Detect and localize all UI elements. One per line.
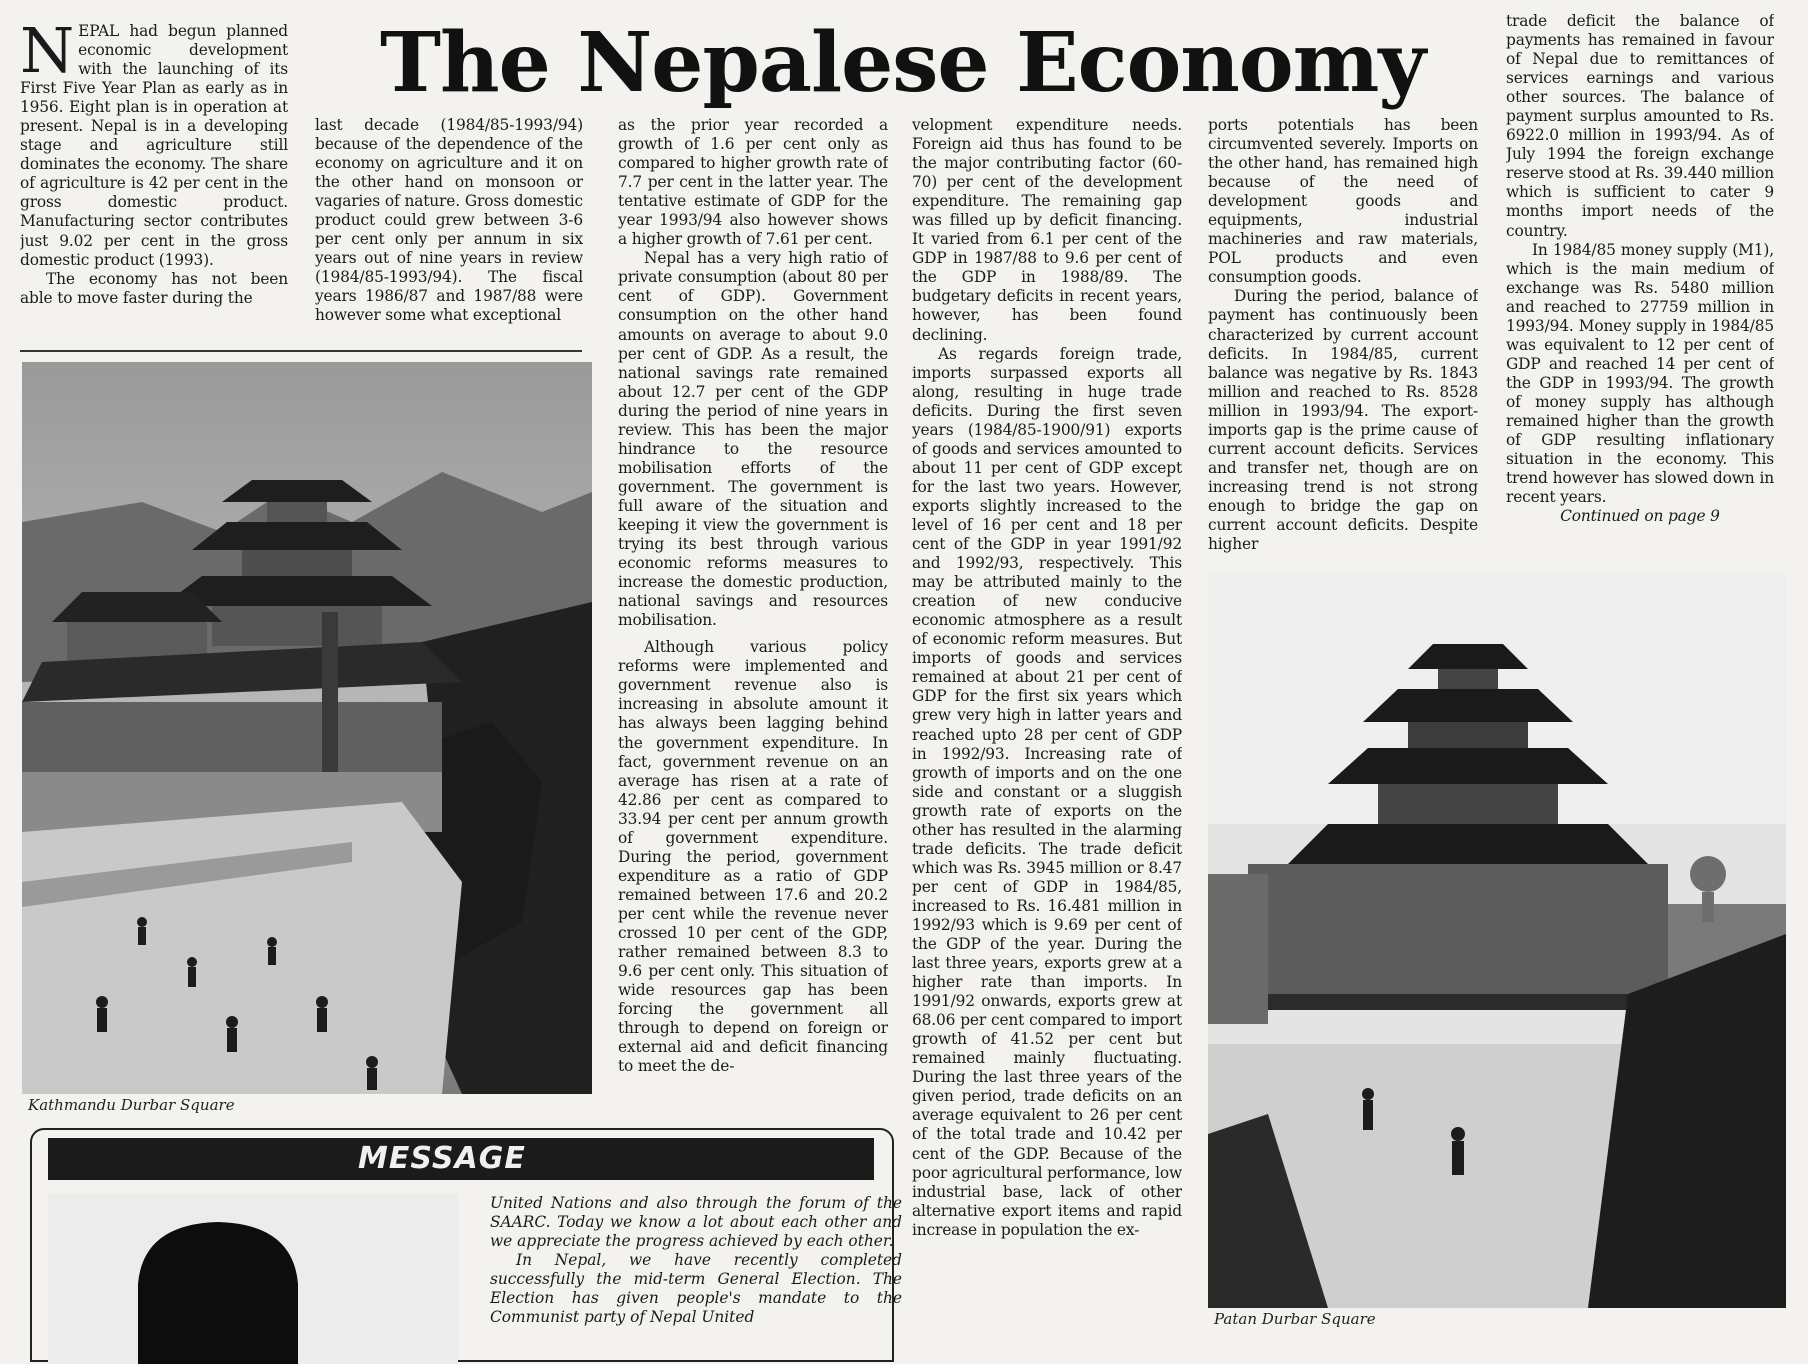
col2-paragraph-1: last decade (1984/85-1993/94) because of the dependence of the economy on agriculture and it on the other hand on monsoon or vagaries of nature. Gross domestic product could grew between 3-6 per cent only per annum in six years out of nine years in review (1984/85-1993/94). The fiscal years 1986/87 and 1987/88 were however some what exceptional	[315, 116, 583, 325]
message-text	[490, 1194, 902, 1327]
portrait-photo	[48, 1194, 458, 1364]
kathmandu-durbar-square-photo	[22, 362, 592, 1094]
article-column-6	[1506, 12, 1774, 552]
divider-line	[20, 350, 582, 352]
col3-paragraph-3: Although various policy reforms were implemented and government revenue also is increasing in absolute amount it has always been lagging behind the government expenditure. In fact, government revenue on an average has risen at a rate of 42.86 per cent as compared to 33.94 per cent per annum growth of government expenditure. During the period, government expenditure as a ratio of GDP remained between 17.6 and 20.2 per cent while the revenue never crossed 10 per cent of the GDP, rather remained between 8.3 to 9.6 per cent only. This situation of wide resources gap has been forcing the government all through to depend on foreign or external aid and deficit financing to meet the de-	[618, 638, 888, 1076]
continued-on-page: Continued on page 9	[1560, 507, 1720, 526]
portrait-graphic	[48, 1194, 458, 1364]
temple-photo-right-graphic	[1208, 574, 1786, 1308]
col5-paragraph-2: During the period, balance of payment has continuously been characterized by current account deficits. In 1984/85, current balance was negative by Rs. 1843 million and reached to Rs. 8528 million in 1993/94. The export-imports gap is the prime cause of current account deficits. Services and transfer net, though are on increasing trend is not strong enough to bridge the gap on current account deficits. Despite higher	[1208, 287, 1478, 554]
headline: The Nepalese Economy	[380, 15, 1425, 111]
drop-cap: N	[20, 22, 75, 87]
message-paragraph-1: United Nations and also through the forum of the SAARC. Today we know a lot about each other and we appreciate the progress achieved by each other.	[490, 1194, 902, 1250]
right-photo-caption: Patan Durbar Square	[1214, 1310, 1376, 1328]
message-title: MESSAGE	[358, 1141, 526, 1176]
article-column-4	[912, 116, 1182, 1336]
col4-paragraph-1: velopment expenditure needs. Foreign aid thus has found to be the major contributing factor (60-70) per cent of the development expenditure. The remaining gap was filled up by deficit financing. It varied from 6.1 per cent of the GDP in 1987/88 to 9.6 per cent of the GDP in 1988/89. The budgetary deficits in recent years, however, has been found declining.	[912, 116, 1182, 344]
col3-paragraph-2: Nepal has a very high ratio of private consumption (about 80 per cent of GDP). Government consumption on the other hand amounts on average to about 9.0 per cent of GDP. As a result, the national savings rate remained about 12.7 per cent of the GDP during the period of nine years in review. This has been the major hindrance to the resource mobilisation efforts of the government. The government is full aware of the situation and keeping it view the government is trying its best through various economic reforms measures to increase the domestic production, national savings and resources mobilisation.	[618, 249, 888, 630]
patan-durbar-square-photo	[1208, 574, 1786, 1308]
message-paragraph-2: In Nepal, we have recently completed successfully the mid-term General Election. The Election has given people's mandate to the Communist party of Nepal United	[490, 1251, 902, 1326]
article-column-1	[20, 22, 288, 344]
col4-paragraph-2: As regards foreign trade, imports surpassed exports all along, resulting in huge trade deficits. During the first seven years (1984/85-1900/91) exports of goods and services amounted to about 11 per cent of GDP except for the last two years. However, exports slightly increased to the level of 16 per cent and 18 per cent of the GDP in year 1991/92 and 1992/93, respectively. This may be attributed mainly to the creation of new conducive economic atmosphere as a result of economic reform measures. But imports of goods and services remained at about 21 per cent of GDP for the first six years which grew very high in latter years and reached upto 28 per cent of GDP in 1992/93. Increasing rate of growth of imports and on the one side and constant or a sluggish growth rate of exports on the other has resulted in the alarming trade deficits. The trade deficit which was Rs. 3945 million or 8.47 per cent of GDP in 1984/85, increased to Rs. 16.481 million in 1992/93 which is 9.69 per cent of the GDP of the year. During the last three years, exports grew at a higher rate than imports. In 1991/92 onwards, exports grew at 68.06 per cent compared to import growth of 41.52 per cent but remained mainly fluctuating. During the last three years of the given period, trade deficits on an average equivalent to 26 per cent of the total trade and 10.42 per cent of the GDP. Because of the poor agricultural performance, low industrial base, lack of other alternative export items and rapid increase in population the ex-	[912, 344, 1182, 1239]
article-column-5	[1208, 116, 1478, 554]
col1-paragraph-1: EPAL had begun planned economic development with the launching of its First Five Year Plan as early as in 1956. Eight plan is in operation at present. Nepal is in a developing stage and agriculture still dominates the economy. The share of agriculture is 42 per cent in the gross domestic product. Manufacturing sector contributes just 9.02 per cent in the gross domestic product (1993).	[20, 22, 288, 269]
col6-paragraph-1: trade deficit the balance of payments has remained in favour of Nepal due to remittances of services earnings and various other sources. The balance of payment surplus amounted to Rs. 6922.0 million in 1993/94. As of July 1994 the foreign exchange reserve stood at Rs. 39.440 million which is sufficient to cater 9 months import needs of the country.	[1506, 12, 1774, 240]
col6-paragraph-2: In 1984/85 money supply (M1), which is the main medium of exchange was Rs. 5480 million and reached to 27759 million in 1993/94. Money supply in 1984/85 was equivalent to 12 per cent of GDP and reached 14 per cent of the GDP in 1993/94. The growth of money supply has although remained higher than the growth of GDP resulting inflationary situation in the economy. This trend however has slowed down in recent years.	[1506, 240, 1774, 507]
message-header-bar	[48, 1138, 874, 1180]
col1-paragraph-2: The economy has not been able to move faster during the	[20, 269, 288, 307]
left-photo-caption: Kathmandu Durbar Square	[28, 1096, 235, 1114]
article-column-2	[315, 116, 583, 344]
message-box	[30, 1128, 902, 1362]
temple-photo-left-graphic	[22, 362, 592, 1094]
col5-paragraph-1: ports potentials has been circumvented severely. Imports on the other hand, has remained high because of the need of development goods and equipments, industrial machineries and raw materials, POL products and even consumption goods.	[1208, 116, 1478, 287]
article-column-3	[618, 116, 888, 1116]
col3-paragraph-1: as the prior year recorded a growth of 1.6 per cent only as compared to higher growth rate of 7.7 per cent in the latter year. The tentative estimate of GDP for the year 1993/94 also however shows a higher growth of 7.61 per cent.	[618, 116, 888, 249]
